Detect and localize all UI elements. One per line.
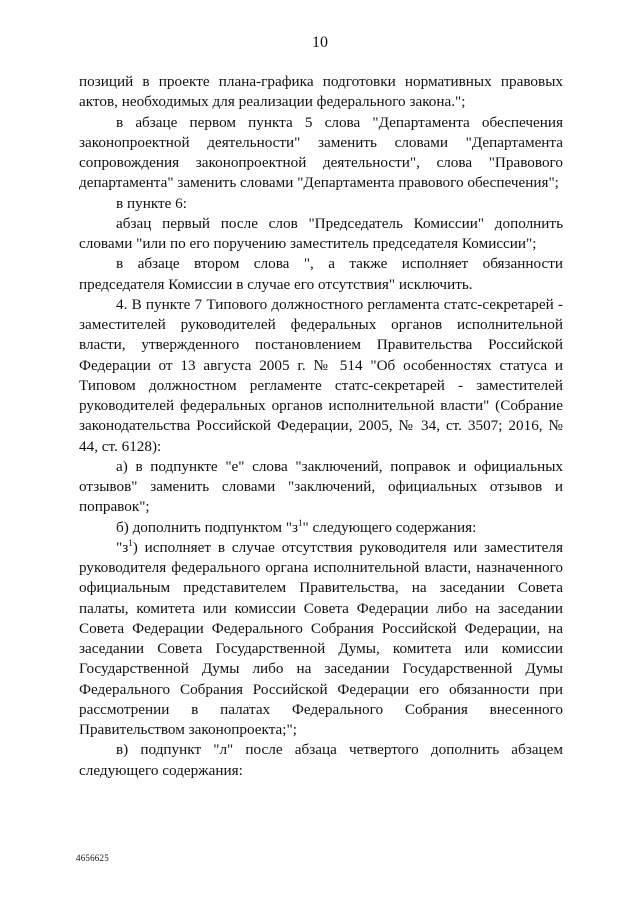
document-body [79, 72, 563, 781]
paragraph-item-6-first: абзац первый после слов "Председатель Комиссии" дополнить словами "или по его поручению заместитель председателя Комиссии"; [79, 214, 563, 252]
paragraph-subitem-b [79, 518, 563, 538]
paragraph-item-6-second: в абзаце втором слова ", а также исполняет обязанности председателя Комиссии в случае его отсутствия" исключить. [79, 255, 563, 293]
superscript-index: 1 [298, 517, 303, 528]
page-number: 10 [312, 34, 328, 51]
paragraph-subitem-v: в) подпункт "л" после абзаца четвертого дополнить абзацем следующего содержания: [79, 741, 563, 779]
paragraph-item-5-amendment: в абзаце первом пункта 5 слова "Департамента обеспечения законопроектной деятельности" заменить словами "Департамента сопровождения законопроектной деятельности", слова "Правового департамента" заменить словами "Департамента правового обеспечения"; [79, 113, 563, 192]
paragraph-subitem-z1 [79, 538, 563, 741]
subitem-z1-text-before: "з [116, 538, 129, 556]
paragraph-section-4: 4. В пункте 7 Типового должностного регламента статс-секретарей - заместителей руководителей федеральных органов исполнительной власти, утвержденного постановлением Правительства Российской Федерации от 13 августа 2005 г. № 514 "Об особенностях статуса и Типовом должностном регламенте статс-секретарей - заместителей руководителей федеральных органов исполнительной власти" (Собрание законодательства Российской Федерации, 2005, № 34, ст. 3507; 2016, № 44, ст. 6128): [79, 295, 563, 455]
paragraph-continuation: позиций в проекте плана-графика подготовки нормативных правовых актов, необходимых для реализации федерального закона."; [79, 73, 563, 111]
document-code: 4656625 [76, 853, 109, 863]
subitem-b-text-before: б) дополнить подпунктом "з [116, 518, 299, 536]
paragraph-subitem-a: а) в подпункте "е" слова "заключений, поправок и официальных отзывов" заменить словами "заключений, официальных отзывов и поправок"; [79, 457, 563, 516]
subitem-b-text-after: " следующего содержания: [302, 518, 477, 536]
superscript-index: 1 [128, 537, 133, 548]
subitem-z1-text-after: ) исполняет в случае отсутствия руководителя или заместителя руководителя федерального органа исполнительной власти, назначенного официальным представителем Правительства, на заседании Совета палаты, комитета или комиссии Совета Федерации либо на заседании Совета Федерации Федерального Собрания Российской Федерации, на заседании Совета Государственной Думы, комитета или комиссии Государственной Думы либо на заседании Государственной Думы Федерального Собрания Российской Федерации его обязанности при рассмотрении в палатах Федерального Собрания внесенного Правительством законопроекта;"; [79, 538, 563, 738]
paragraph-item-6-heading: в пункте 6: [116, 194, 187, 212]
